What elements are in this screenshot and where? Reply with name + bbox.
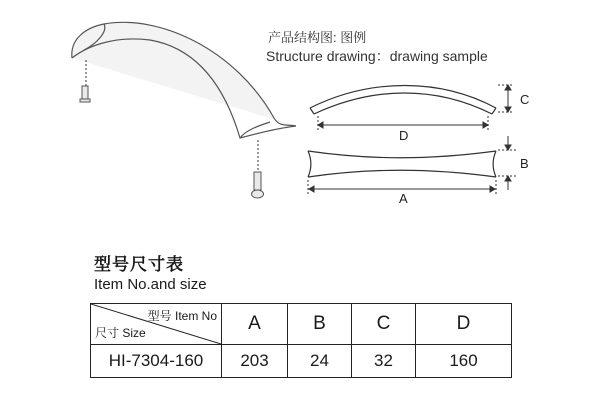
column-header-d: D [416,304,512,345]
value-c: 32 [352,345,416,378]
value-b: 24 [288,345,352,378]
dimension-c [498,85,514,112]
label-a: A [399,191,408,206]
screw-icon [80,86,90,102]
dimension-b [498,136,516,190]
corner-cell [91,304,222,345]
column-header-b: B [288,304,352,345]
corner-item-no [148,307,217,324]
label-c: C [520,92,530,107]
column-header-a: A [222,304,288,345]
side-view-drawing [310,86,496,115]
size-table [90,303,512,378]
perspective-handle-drawing [72,22,296,172]
top-view-drawing [308,151,496,177]
section-title-english: Item No.and size [94,276,207,293]
corner-item-no-zh: 型号 [147,309,172,323]
label-b: B [520,156,529,171]
table-row [91,345,512,378]
caption-english: Structure drawing：drawing sample [266,48,488,64]
label-d: D [399,128,409,143]
screw-icon [252,172,264,198]
item-number: HI-7304-160 [91,345,222,378]
table-header-row [91,304,512,345]
corner-size [95,324,146,341]
section-title-chinese: 型号尺寸表 [94,255,184,274]
value-a: 203 [222,345,288,378]
value-d: 160 [416,345,512,378]
column-header-c: C [352,304,416,345]
caption-chinese: 产品结构图: 图例 [268,30,367,45]
corner-item-no-en: Item No [174,309,217,323]
corner-size-zh: 尺寸 [95,326,120,340]
corner-size-en: Size [122,326,146,340]
